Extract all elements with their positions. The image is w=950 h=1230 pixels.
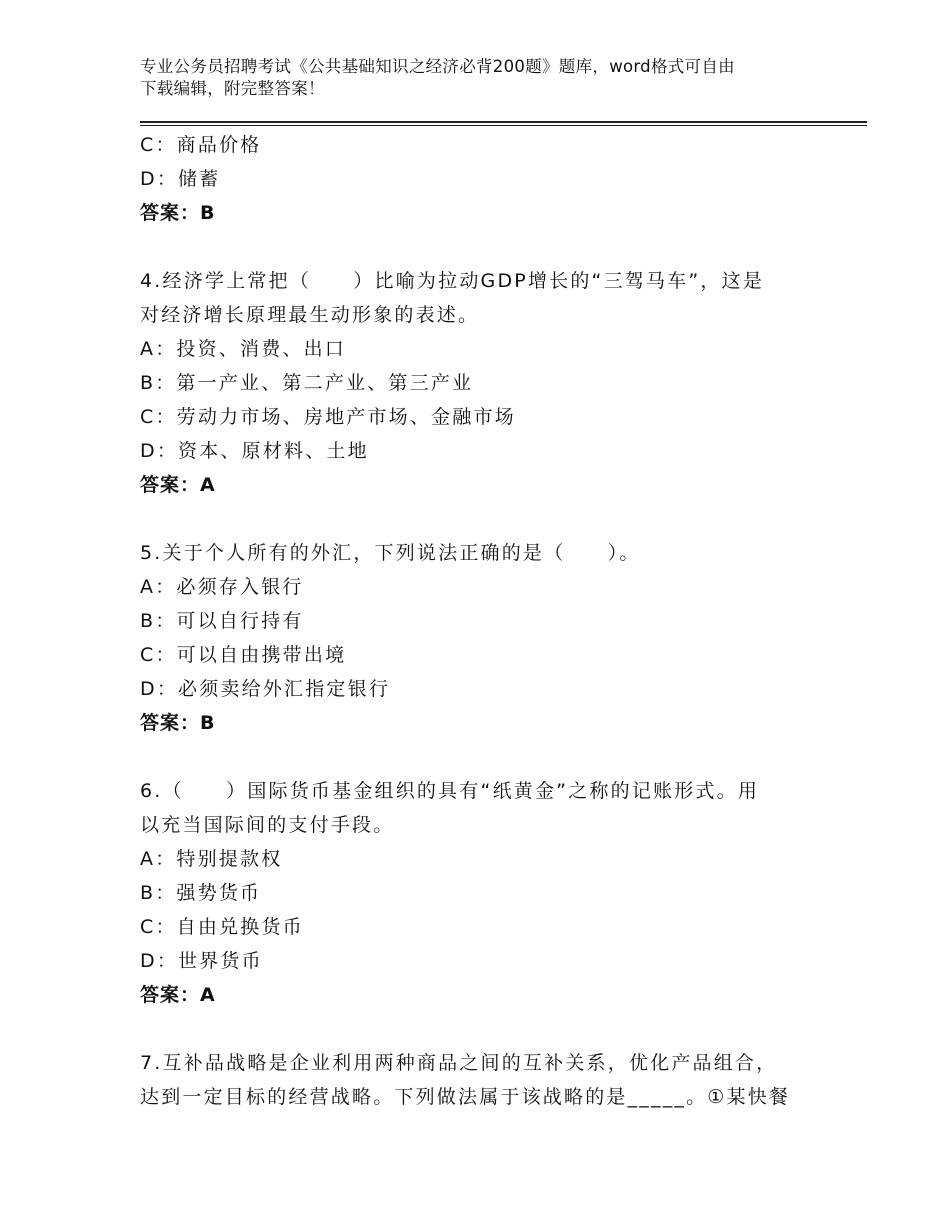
option-a: A：特别提款权 (140, 848, 283, 870)
page-header (140, 56, 820, 100)
question-text: 6.（ ）国际货币基金组织的具有“纸黄金”之称的记账形式。用 (140, 780, 760, 802)
question-4 (140, 264, 820, 502)
option-b: B：第一产业、第二产业、第三产业 (140, 372, 474, 394)
spacer (140, 740, 820, 774)
option-d: D：必须卖给外汇指定银行 (140, 678, 391, 700)
question-5 (140, 536, 820, 740)
answer-line: 答案：B (140, 712, 216, 734)
option-a: A：必须存入银行 (140, 576, 304, 598)
question-text: 达到一定目标的经营战略。下列做法属于该战略的是_____。①某快餐 (140, 1086, 791, 1108)
spacer (140, 1012, 820, 1046)
question-text: 对经济增长原理最生动形象的表述。 (140, 304, 480, 326)
question-text: 4.经济学上常把（ ）比喻为拉动GDP增长的“三驾马车”，这是 (140, 270, 765, 292)
spacer (140, 502, 820, 536)
question-7 (140, 1046, 820, 1114)
option-b: B：可以自行持有 (140, 610, 304, 632)
partial-question (140, 128, 820, 230)
header-line-2: 下载编辑，附完整答案！ (140, 79, 325, 98)
option-c: C：自由兑换货币 (140, 916, 304, 938)
question-6 (140, 774, 820, 1012)
answer-line: 答案：B (140, 202, 216, 224)
answer-line: 答案：A (140, 984, 216, 1006)
header-rule-thick (140, 121, 867, 123)
spacer (140, 230, 820, 264)
question-content (140, 128, 820, 1114)
question-text: 7.互补品战略是企业利用两种商品之间的互补关系，优化产品组合， (140, 1052, 778, 1074)
question-text: 5.关于个人所有的外汇，下列说法正确的是（ ）。 (140, 542, 641, 564)
option-c: C：可以自由携带出境 (140, 644, 347, 666)
option-c: C：劳动力市场、房地产市场、金融市场 (140, 406, 516, 428)
option-a: A：投资、消费、出口 (140, 338, 346, 360)
question-text: 以充当国际间的支付手段。 (140, 814, 395, 836)
option-c: C：商品价格 (140, 134, 262, 156)
option-d: D：世界货币 (140, 950, 263, 972)
answer-line: 答案：A (140, 474, 216, 496)
header-rule-thin (140, 125, 867, 126)
header-line-1: 专业公务员招聘考试《公共基础知识之经济必背200题》题库，word格式可自由 (140, 57, 735, 76)
option-d: D：资本、原材料、土地 (140, 440, 369, 462)
option-b: B：强势货币 (140, 882, 262, 904)
option-d: D：储蓄 (140, 168, 221, 190)
